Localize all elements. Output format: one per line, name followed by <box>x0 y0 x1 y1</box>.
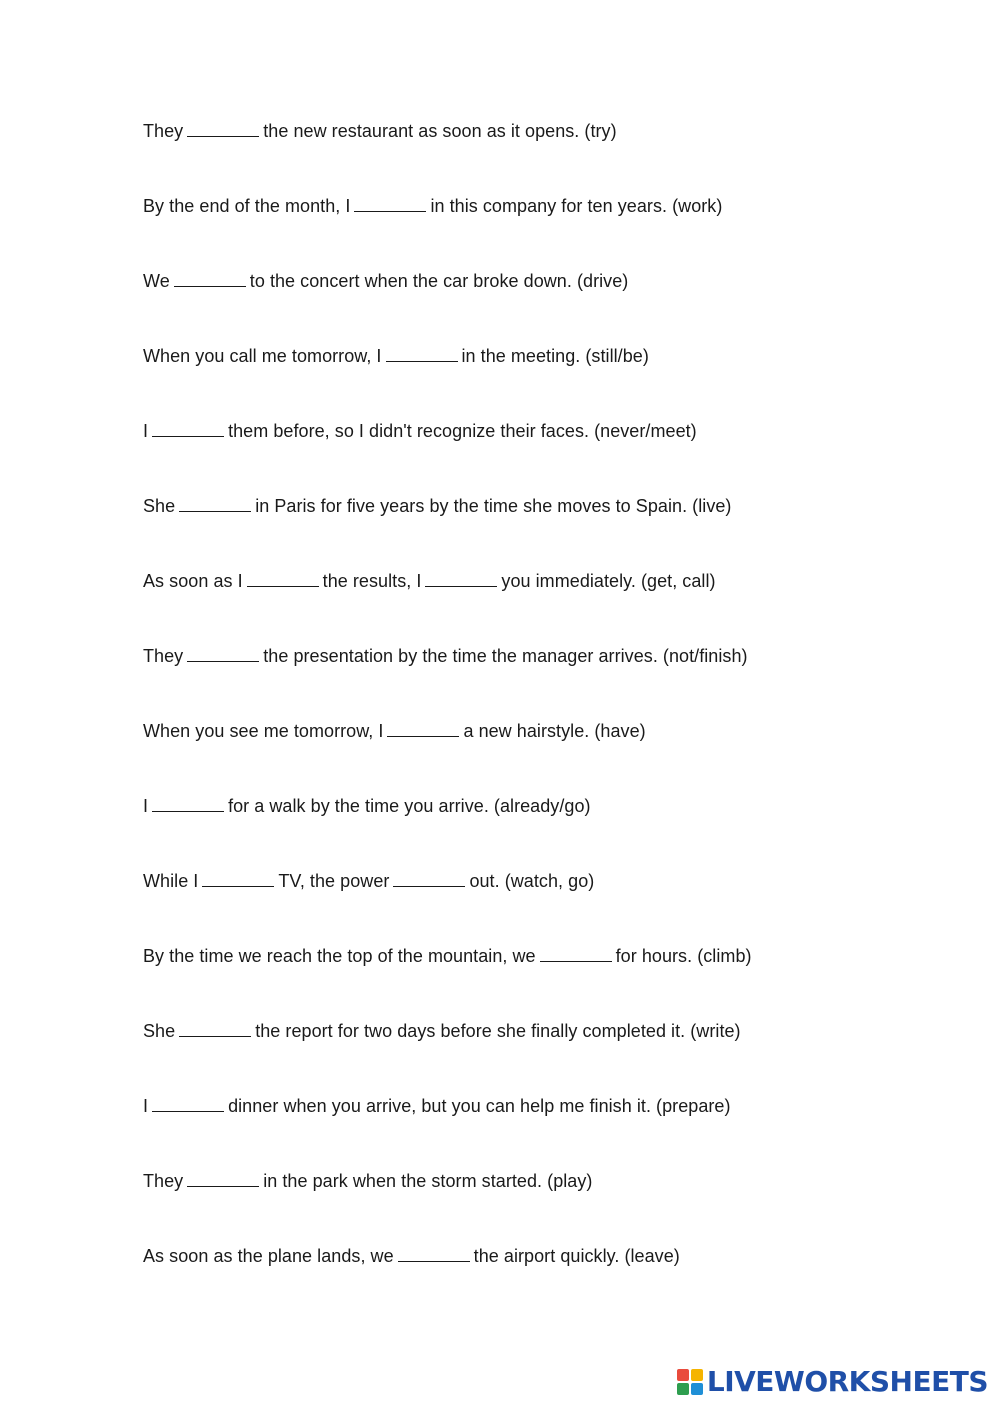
question-text: By the end of the month, I <box>143 196 351 216</box>
question-text: the results, I <box>322 571 422 591</box>
answer-blank[interactable] <box>152 1093 224 1112</box>
answer-blank[interactable] <box>393 868 465 887</box>
question-text: in the meeting. (still/be) <box>461 346 649 366</box>
question-text: As soon as I <box>143 571 243 591</box>
question-16 <box>143 1243 943 1318</box>
answer-blank[interactable] <box>152 418 224 437</box>
question-text: They <box>143 1171 184 1191</box>
question-text: dinner when you arrive, but you can help me finish it. (prepare) <box>228 1096 731 1116</box>
question-10 <box>143 793 943 868</box>
question-12 <box>143 943 943 1018</box>
answer-blank[interactable] <box>179 1018 251 1037</box>
answer-blank[interactable] <box>174 268 246 287</box>
answer-blank[interactable] <box>152 793 224 812</box>
question-text: When you see me tomorrow, I <box>143 721 384 741</box>
question-text: a new hairstyle. (have) <box>463 721 646 741</box>
question-text: the new restaurant as soon as it opens. (try) <box>263 121 617 141</box>
answer-blank[interactable] <box>187 643 259 662</box>
answer-blank[interactable] <box>386 343 458 362</box>
question-2 <box>143 193 943 268</box>
question-7 <box>143 568 943 643</box>
question-text: She <box>143 1021 176 1041</box>
question-6 <box>143 493 943 568</box>
brand-wordmark: LIVEWORKSHEETS <box>706 1365 988 1398</box>
answer-blank[interactable] <box>425 568 497 587</box>
question-text: in the park when the storm started. (play) <box>263 1171 593 1191</box>
question-13 <box>143 1018 943 1093</box>
question-text: the presentation by the time the manager arrives. (not/finish) <box>263 646 748 666</box>
question-text: to the concert when the car broke down. (drive) <box>249 271 629 291</box>
question-1 <box>143 118 943 193</box>
answer-blank[interactable] <box>387 718 459 737</box>
question-15 <box>143 1168 943 1243</box>
question-text: I <box>143 1096 149 1116</box>
answer-blank[interactable] <box>202 868 274 887</box>
question-text: for hours. (climb) <box>615 946 752 966</box>
question-text: While I <box>143 871 199 891</box>
question-text: They <box>143 121 184 141</box>
liveworksheets-logo-icon <box>677 1369 703 1395</box>
question-8 <box>143 643 943 718</box>
answer-blank[interactable] <box>354 193 426 212</box>
question-text: in this company for ten years. (work) <box>430 196 723 216</box>
question-3 <box>143 268 943 343</box>
worksheet-questions <box>143 118 943 1318</box>
question-9 <box>143 718 943 793</box>
answer-blank[interactable] <box>540 943 612 962</box>
question-text: in Paris for five years by the time she moves to Spain. (live) <box>255 496 732 516</box>
question-text: By the time we reach the top of the mountain, we <box>143 946 536 966</box>
question-text: the airport quickly. (leave) <box>473 1246 680 1266</box>
liveworksheets-brand <box>677 1365 988 1398</box>
question-5 <box>143 418 943 493</box>
question-text: They <box>143 646 184 666</box>
answer-blank[interactable] <box>247 568 319 587</box>
question-text: I <box>143 796 149 816</box>
question-text: you immediately. (get, call) <box>501 571 716 591</box>
question-text: I <box>143 421 149 441</box>
question-text: As soon as the plane lands, we <box>143 1246 394 1266</box>
answer-blank[interactable] <box>187 1168 259 1187</box>
question-text: out. (watch, go) <box>469 871 595 891</box>
answer-blank[interactable] <box>398 1243 470 1262</box>
question-4 <box>143 343 943 418</box>
question-14 <box>143 1093 943 1168</box>
answer-blank[interactable] <box>187 118 259 137</box>
question-text: She <box>143 496 176 516</box>
question-11 <box>143 868 943 943</box>
question-text: them before, so I didn't recognize their faces. (never/meet) <box>228 421 697 441</box>
question-text: When you call me tomorrow, I <box>143 346 382 366</box>
answer-blank[interactable] <box>179 493 251 512</box>
question-text: We <box>143 271 170 291</box>
question-text: the report for two days before she finally completed it. (write) <box>255 1021 741 1041</box>
question-text: for a walk by the time you arrive. (already/go) <box>228 796 591 816</box>
question-text: TV, the power <box>278 871 390 891</box>
